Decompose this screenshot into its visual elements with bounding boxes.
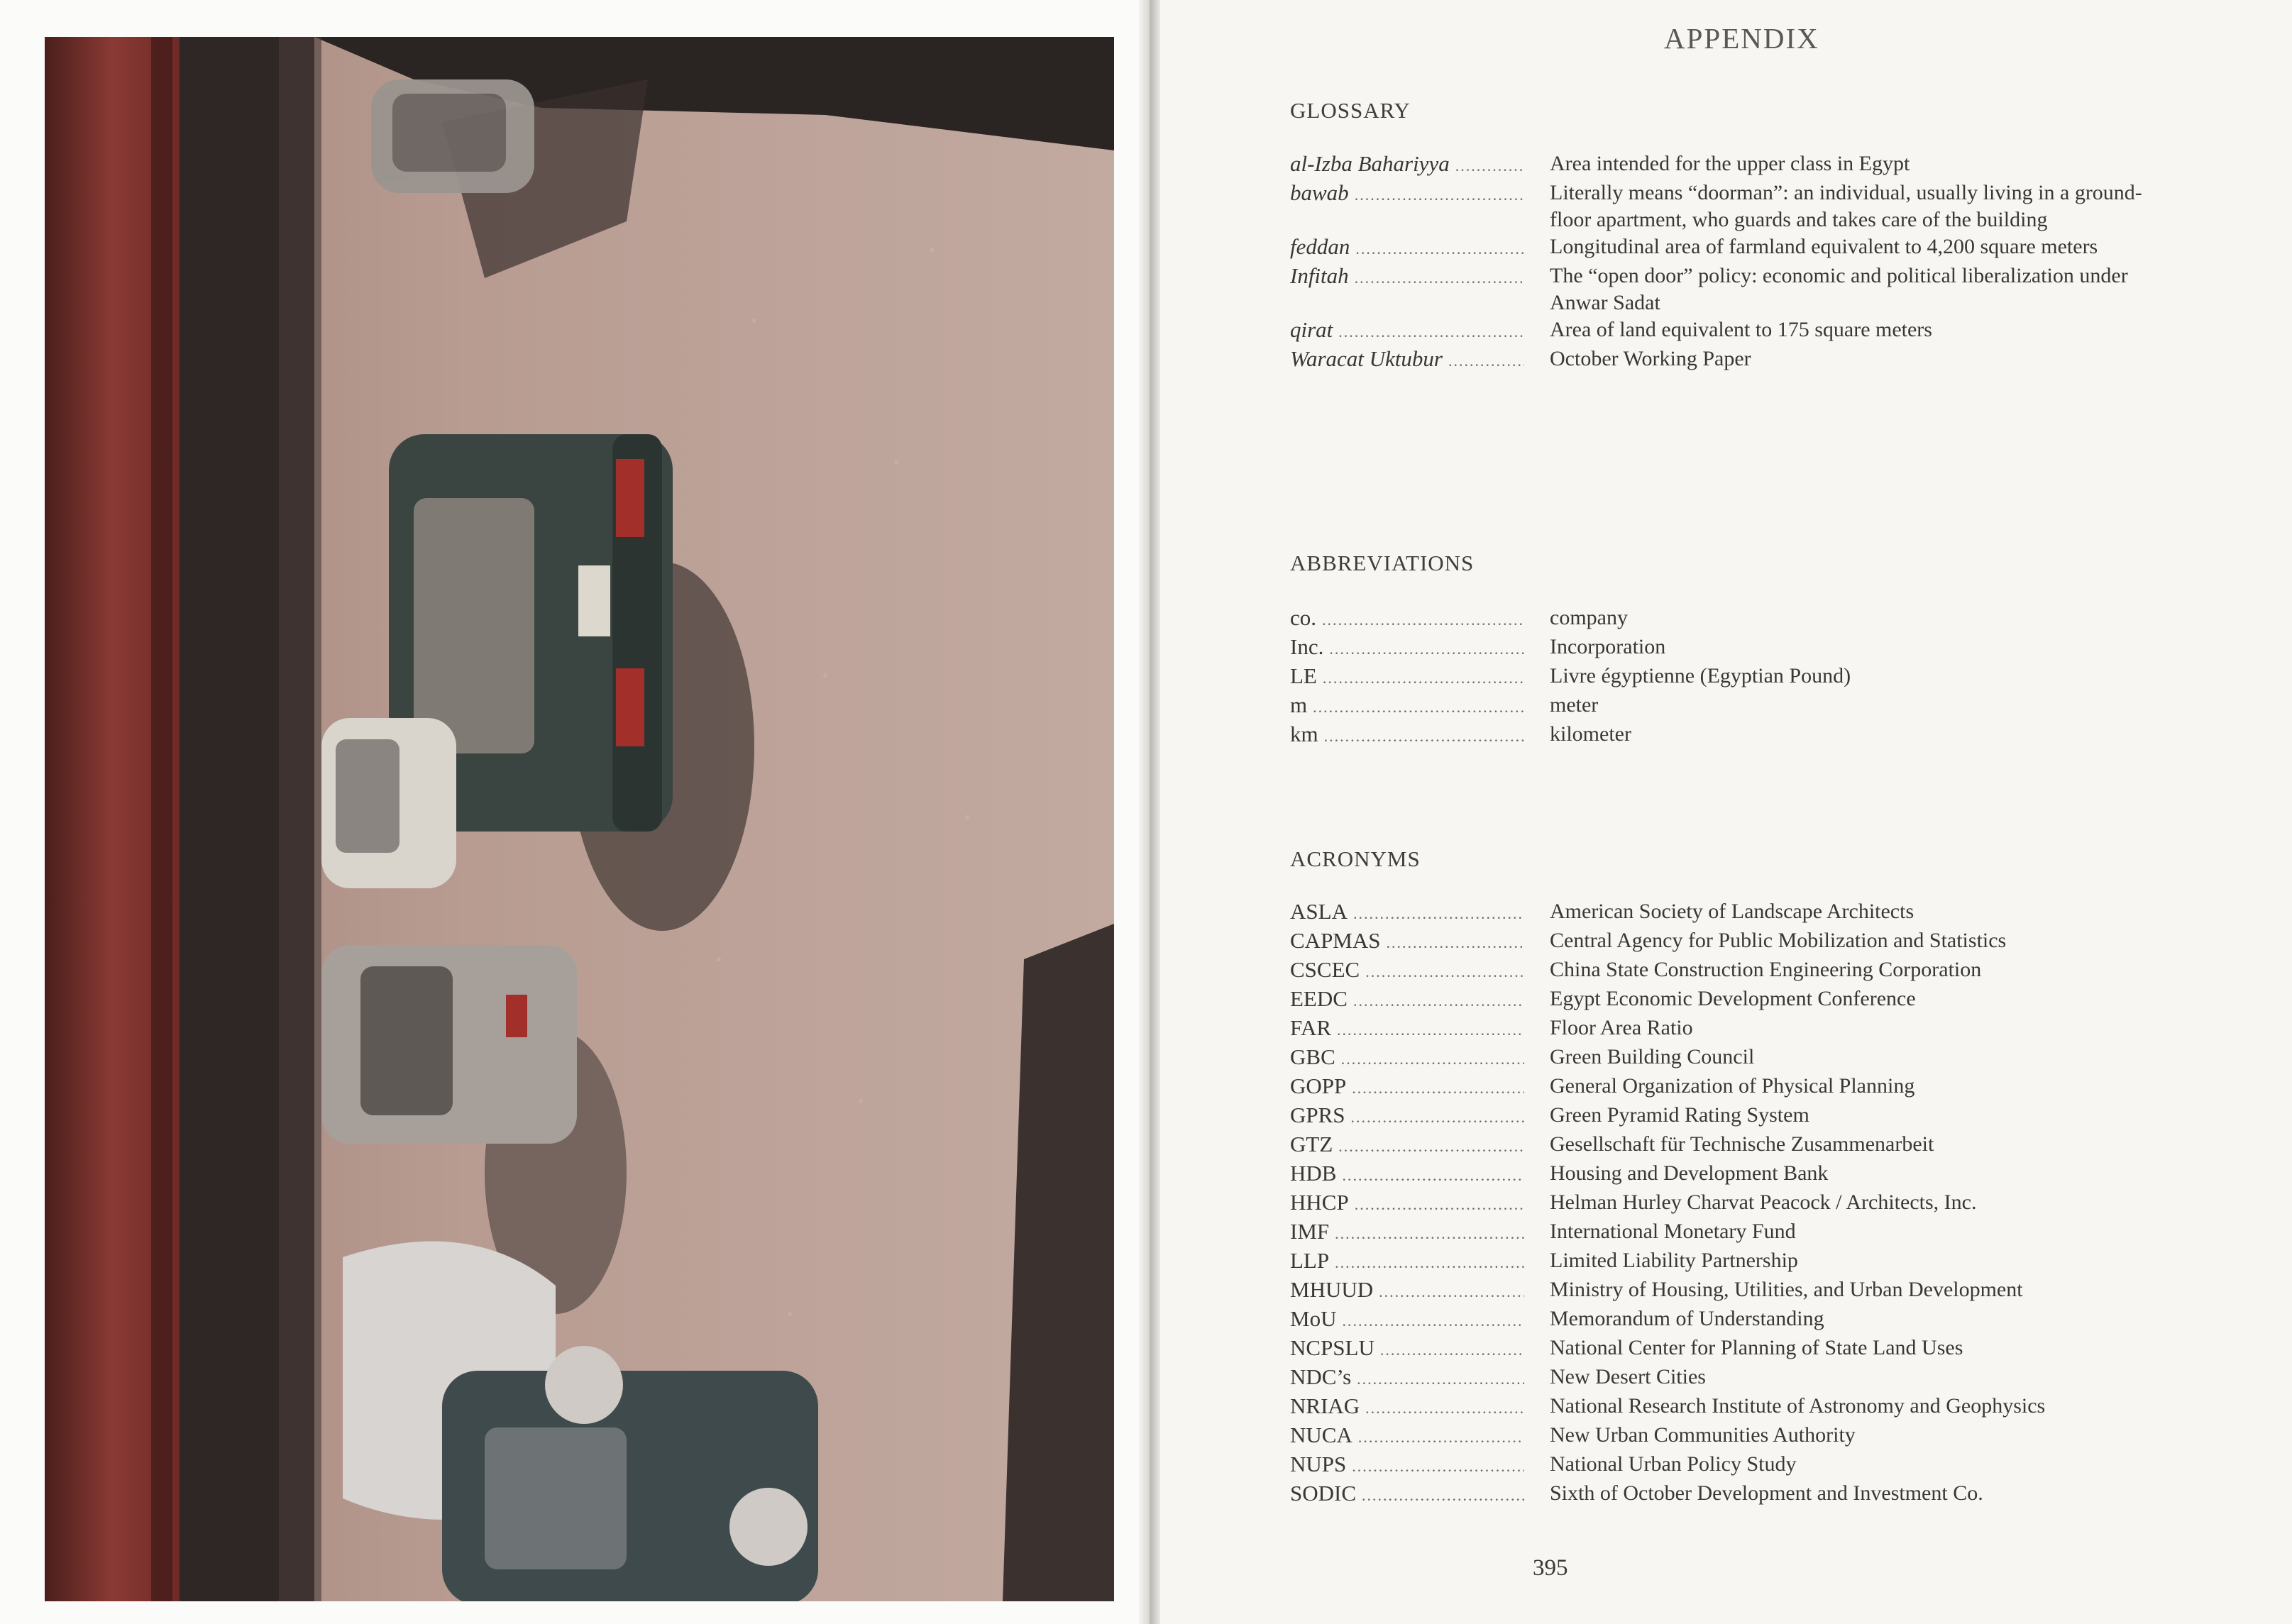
abbreviations-list [1290, 604, 2227, 750]
acronym-definition: International Monetary Fund [1550, 1220, 1796, 1243]
acronym-entry [1290, 1160, 2227, 1189]
abbreviation-term: LE [1290, 663, 1317, 688]
acronym-entry [1290, 1422, 2227, 1451]
dot-leader [1338, 319, 1524, 346]
acronym-entry [1290, 1247, 2227, 1276]
glossary-heading: GLOSSARY [1290, 98, 1411, 123]
acronym-definition: National Urban Policy Study [1550, 1452, 1797, 1476]
acronym-definition: Green Pyramid Rating System [1550, 1103, 1809, 1127]
acronym-term: LLP [1290, 1248, 1330, 1273]
acronym-entry [1290, 1276, 2227, 1305]
right-page [1160, 0, 2292, 1624]
acronym-entry [1290, 1335, 2227, 1364]
acronym-term: NUCA [1290, 1423, 1352, 1447]
dot-leader [1313, 694, 1524, 721]
acronym-entry [1290, 1015, 2227, 1044]
acronym-term: NCPSLU [1290, 1335, 1374, 1360]
abbreviations-heading: ABBREVIATIONS [1290, 551, 1475, 575]
acronym-entry [1290, 1044, 2227, 1073]
acronym-term: HDB [1290, 1161, 1337, 1186]
glossary-definition: Area intended for the upper class in Egypt [1550, 152, 1910, 175]
acronym-term: NRIAG [1290, 1393, 1360, 1418]
dot-leader [1351, 1104, 1524, 1131]
acronym-term: HHCP [1290, 1190, 1349, 1215]
abbreviation-definition: kilometer [1550, 722, 1631, 746]
acronym-term: IMF [1290, 1219, 1330, 1244]
abbreviation-entry [1290, 721, 2227, 750]
dot-leader [1380, 1337, 1524, 1364]
dot-leader [1365, 959, 1524, 985]
street-photo [45, 37, 1114, 1601]
dot-leader [1322, 607, 1524, 634]
acronym-term: NUPS [1290, 1452, 1347, 1476]
dot-leader [1324, 723, 1524, 750]
acronym-entry [1290, 985, 2227, 1015]
acronym-entry [1290, 1480, 2227, 1509]
dot-leader [1365, 1395, 1524, 1422]
glossary-list [1290, 150, 2227, 375]
glossary-definition: October Working Paper [1550, 347, 1751, 370]
acronym-definition: Limited Liability Partnership [1550, 1249, 1798, 1272]
car-dark-bottom [442, 1346, 818, 1601]
acronym-entry [1290, 1364, 2227, 1393]
abbreviation-term: m [1290, 692, 1308, 717]
dot-leader [1342, 1308, 1524, 1335]
acronym-definition: Central Agency for Public Mobilization and Statistics [1550, 929, 2007, 952]
acronym-definition: Egypt Economic Development Conference [1550, 987, 1916, 1010]
acronym-term: CAPMAS [1290, 928, 1381, 953]
dot-leader [1342, 1162, 1524, 1189]
acronym-definition: American Society of Landscape Architects [1550, 900, 1914, 923]
dot-leader [1352, 1075, 1524, 1102]
acronym-entry [1290, 1393, 2227, 1422]
abbreviation-definition: Incorporation [1550, 635, 1666, 658]
glossary-term: feddan [1290, 234, 1350, 259]
glossary-entry [1290, 346, 2227, 375]
dot-leader [1358, 1424, 1524, 1451]
abbreviation-entry [1290, 634, 2227, 663]
acronym-term: NDC’s [1290, 1364, 1352, 1389]
acronym-term: ASLA [1290, 899, 1348, 924]
acronym-definition: Helman Hurley Charvat Peacock / Architects, Inc. [1550, 1191, 1977, 1214]
acronym-definition: China State Construction Engineering Corporation [1550, 958, 1982, 981]
glossary-definition: Longitudinal area of farmland equivalent to 4,200 square meters [1550, 235, 2098, 258]
acronyms-heading: ACRONYMS [1290, 846, 1421, 871]
dot-leader [1355, 182, 1524, 209]
dot-leader [1335, 1220, 1524, 1247]
glossary-term: Infitah [1290, 263, 1349, 288]
car-silver [321, 945, 577, 1144]
dot-leader [1335, 1249, 1524, 1276]
glossary-term: Waracat Uktubur [1290, 346, 1443, 371]
abbreviation-definition: meter [1550, 693, 1599, 717]
acronym-definition: Memorandum of Understanding [1550, 1307, 1824, 1330]
acronym-entry [1290, 1102, 2227, 1131]
acronyms-list [1290, 898, 2227, 1509]
glossary-entry [1290, 179, 2227, 233]
dot-leader [1455, 153, 1524, 179]
dot-leader [1353, 900, 1524, 927]
acronym-definition: Housing and Development Bank [1550, 1161, 1829, 1185]
dot-leader [1337, 1017, 1524, 1044]
book-gutter [1139, 0, 1160, 1624]
abbreviation-definition: Livre égyptienne (Egyptian Pound) [1550, 664, 1851, 687]
acronym-term: GBC [1290, 1044, 1335, 1069]
glossary-entry [1290, 263, 2227, 316]
acronym-entry [1290, 956, 2227, 985]
acronym-definition: Gesellschaft für Technische Zusammenarbeit [1550, 1132, 1934, 1156]
glossary-definition: Literally means “doorman”: an individual, usually living in a ground-floor apartment, who guards and takes care of the building [1550, 181, 2142, 231]
acronym-term: SODIC [1290, 1481, 1357, 1506]
dot-leader [1379, 1278, 1524, 1305]
acronym-term: FAR [1290, 1015, 1332, 1040]
acronym-definition: Floor Area Ratio [1550, 1016, 1693, 1039]
glossary-definition: The “open door” policy: economic and political liberalization under Anwar Sadat [1550, 264, 2128, 314]
car-white [321, 718, 456, 888]
acronym-term: CSCEC [1290, 957, 1360, 982]
glossary-term: bawab [1290, 180, 1349, 205]
abbreviation-entry [1290, 663, 2227, 692]
acronym-entry [1290, 1451, 2227, 1480]
glossary-term: qirat [1290, 317, 1333, 342]
car-top [371, 79, 534, 193]
glossary-definition: Area of land equivalent to 175 square meters [1550, 318, 1932, 341]
acronym-definition: National Research Institute of Astronomy and Geophysics [1550, 1394, 2046, 1418]
acronym-term: GOPP [1290, 1073, 1347, 1098]
dot-leader [1338, 1133, 1524, 1160]
dot-leader [1362, 1482, 1524, 1509]
acronym-term: MHUUD [1290, 1277, 1374, 1302]
acronym-term: MoU [1290, 1306, 1337, 1331]
page-number: 395 [1533, 1555, 1568, 1581]
acronym-definition: Sixth of October Development and Investment Co. [1550, 1481, 1983, 1505]
acronym-entry [1290, 1218, 2227, 1247]
acronym-entry [1290, 898, 2227, 927]
acronym-entry [1290, 1305, 2227, 1335]
acronym-term: GPRS [1290, 1103, 1345, 1127]
dot-leader [1387, 929, 1525, 956]
dot-leader [1357, 1366, 1524, 1393]
acronym-definition: National Center for Planning of State Land Uses [1550, 1336, 1963, 1359]
acronym-entry [1290, 1131, 2227, 1160]
glossary-entry [1290, 316, 2227, 346]
acronym-definition: Ministry of Housing, Utilities, and Urban Development [1550, 1278, 2023, 1301]
acronym-definition: General Organization of Physical Planning [1550, 1074, 1915, 1098]
dot-leader [1323, 665, 1524, 692]
dot-leader [1341, 1046, 1524, 1073]
dot-leader [1352, 1453, 1524, 1480]
glossary-term: al-Izba Bahariyya [1290, 151, 1450, 176]
page-title: APPENDIX [1664, 22, 1819, 55]
abbreviation-definition: company [1550, 606, 1628, 629]
dot-leader [1355, 265, 1524, 292]
glossary-entry [1290, 150, 2227, 179]
acronym-entry [1290, 1073, 2227, 1102]
acronym-entry [1290, 1189, 2227, 1218]
abbreviation-term: Inc. [1290, 634, 1324, 659]
street-photo-illustration [45, 37, 1114, 1601]
acronym-term: GTZ [1290, 1132, 1333, 1156]
dot-leader [1329, 636, 1524, 663]
acronym-entry [1290, 927, 2227, 956]
acronym-term: EEDC [1290, 986, 1348, 1011]
acronym-definition: New Desert Cities [1550, 1365, 1706, 1388]
dot-leader [1448, 348, 1524, 375]
abbreviation-entry [1290, 604, 2227, 634]
abbreviation-entry [1290, 692, 2227, 721]
acronym-definition: Green Building Council [1550, 1045, 1755, 1068]
dot-leader [1353, 988, 1524, 1015]
dot-leader [1355, 1191, 1524, 1218]
glossary-entry [1290, 233, 2227, 263]
abbreviation-term: co. [1290, 605, 1317, 630]
acronym-definition: New Urban Communities Authority [1550, 1423, 1856, 1447]
dot-leader [1355, 236, 1524, 263]
abbreviation-term: km [1290, 722, 1318, 746]
